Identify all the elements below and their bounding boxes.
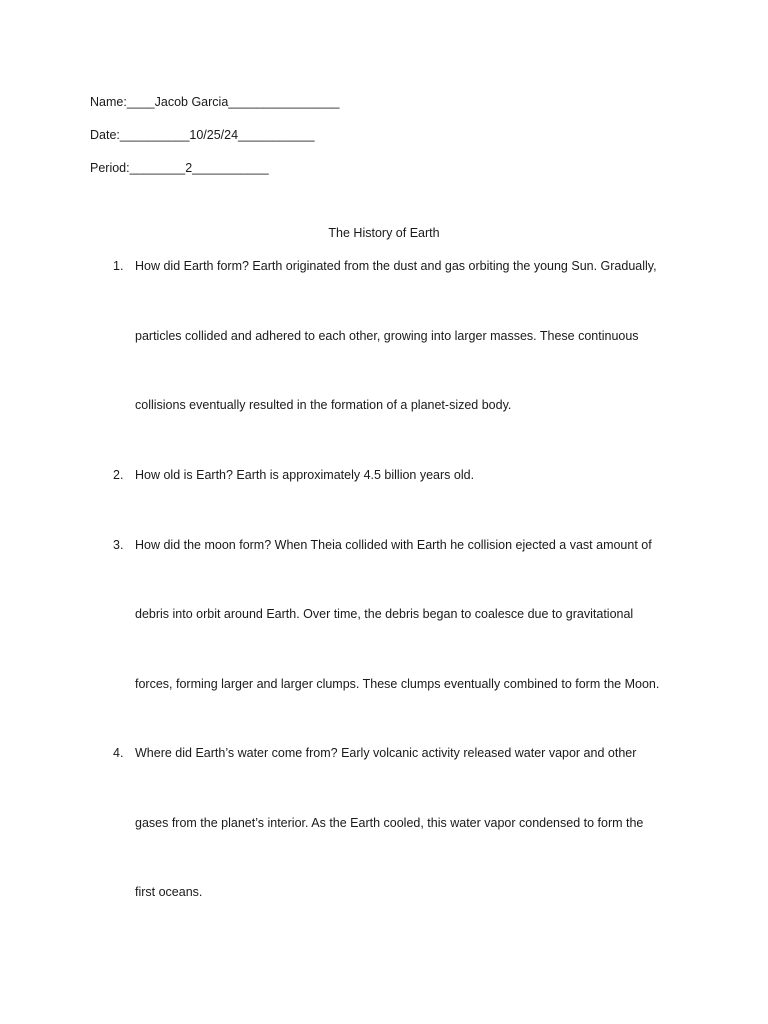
date-line: Date:__________10/25/24___________ bbox=[90, 128, 315, 142]
answer-line: How old is Earth? Earth is approximately 4.5 billion years old. bbox=[135, 468, 475, 482]
answer-line: gases from the planet’s interior. As the Earth cooled, this water vapor condensed to form the bbox=[135, 816, 644, 830]
question-number: 3. bbox=[113, 538, 124, 552]
answer-line: first oceans. bbox=[135, 885, 203, 899]
answer-line: How did the moon form? When Theia collided with Earth he collision ejected a vast amount of bbox=[135, 538, 652, 552]
answer-line: forces, forming larger and larger clumps. These clumps eventually combined to form the Moon. bbox=[135, 677, 660, 691]
document-title: The History of Earth bbox=[328, 226, 440, 240]
question-number: 2. bbox=[113, 468, 124, 482]
answer-line: debris into orbit around Earth. Over time, the debris began to coalesce due to gravitational bbox=[135, 607, 634, 621]
answer-line: How did Earth form? Earth originated from the dust and gas orbiting the young Sun. Gradually, bbox=[135, 259, 657, 273]
answer-line: particles collided and adhered to each other, growing into larger masses. These continuous bbox=[135, 329, 639, 343]
period-line: Period:________2___________ bbox=[90, 161, 269, 175]
answer-line: collisions eventually resulted in the formation of a planet-sized body. bbox=[135, 398, 512, 412]
question-number: 1. bbox=[113, 259, 124, 273]
name-line: Name:____Jacob Garcia________________ bbox=[90, 95, 340, 109]
answer-line: Where did Earth’s water come from? Early volcanic activity released water vapor and other bbox=[135, 746, 637, 760]
question-number: 4. bbox=[113, 746, 124, 760]
